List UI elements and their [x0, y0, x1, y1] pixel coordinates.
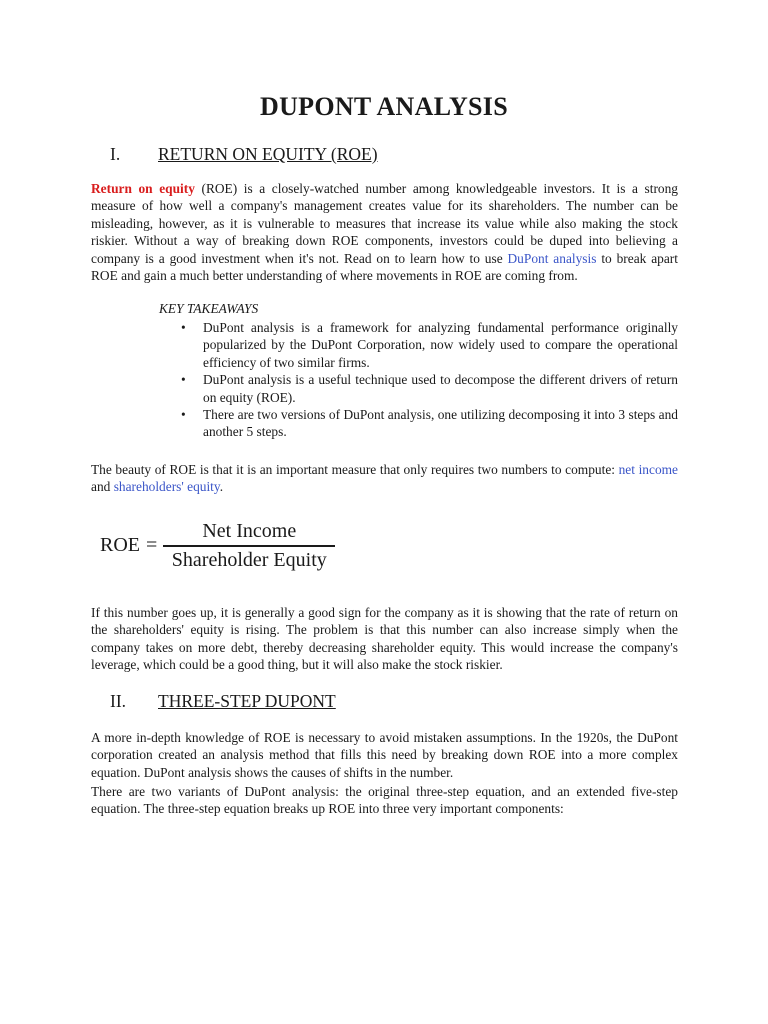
section-title: RETURN ON EQUITY (ROE) — [158, 144, 378, 164]
list-item — [183, 371, 678, 406]
section-heading-roe — [110, 144, 378, 165]
bullet-icon: • — [181, 407, 186, 423]
key-takeaways-list — [183, 319, 678, 441]
three-step-paragraph-2: There are two variants of DuPont analysis: the original three-step equation, and an extended five-step equation. The three-step equation breaks up ROE into three very important components: — [91, 784, 678, 817]
section-number: I. — [110, 144, 121, 164]
beauty-text-end: . — [219, 479, 224, 495]
return-on-equity-link[interactable]: Return on equity — [91, 181, 195, 196]
beauty-text-a: The beauty of ROE is that it is an important measure that only requires two numbers to compute: — [91, 462, 619, 477]
roe-beauty-paragraph — [91, 461, 678, 496]
formula-lhs: ROE — [100, 534, 140, 557]
roe-risk-paragraph: If this number goes up, it is generally a good sign for the company as it is showing that the rate of return on the shareholders' equity is rising. The problem is that this number can also increase simply when the company takes on more debt, thereby decreasing shareholder equity. This would increase the company's leverage, which could be a good thing, but it will also make the stock riskier. — [91, 605, 678, 673]
intro-text-a: (ROE) is a closely-watched number among knowledgeable investors. It is a strong measure of how well a company's management creates value for its shareholders. The number can be misleading, however, as it is vulnerable to measures that increase its value while also making the stock riskier. Without a way of breaking down ROE components, investors could be duped into believing a company is a good investment when it's not. Read on to learn how to use — [91, 181, 678, 266]
formula-denominator: Shareholder Equity — [171, 548, 327, 571]
section-number: II. — [110, 691, 127, 711]
key-takeaways-title: KEY TAKEAWAYS — [159, 301, 259, 316]
list-item — [183, 319, 678, 371]
formula-numerator: Net Income — [202, 520, 297, 542]
list-item-text: There are two versions of DuPont analysis, one utilizing decomposing it into 3 steps and another 5 steps. — [203, 407, 678, 440]
intro-text-b: to break apart ROE and gain a much better understanding of where movements in ROE are coming from. — [91, 250, 678, 284]
three-step-paragraph-1: A more in-depth knowledge of ROE is necessary to avoid mistaken assumptions. In the 1920s, the DuPont corporation created an analysis method that fills this need by breaking down ROE into a more complex equation. DuPont analysis shows the causes of shifts in the number. — [91, 730, 678, 780]
formula-equals: = — [146, 534, 158, 557]
dupont-analysis-link[interactable]: DuPont analysis — [507, 250, 597, 266]
list-item-text: DuPont analysis is a framework for analyzing fundamental performance originally popularized by the DuPont Corporation, now widely used to compare the operational efficiency of two similar firms. — [203, 320, 678, 370]
formula-fraction — [163, 520, 335, 572]
section-heading-three-step — [110, 691, 336, 712]
roe-intro-paragraph — [91, 180, 678, 284]
bullet-icon: • — [181, 320, 186, 335]
beauty-text-and: and — [91, 479, 114, 495]
list-item — [183, 406, 678, 441]
roe-formula — [100, 520, 335, 572]
bullet-icon: • — [181, 372, 186, 388]
document-title: DUPONT ANALYSIS — [260, 92, 508, 121]
section-title: THREE-STEP DUPONT — [158, 691, 336, 711]
shareholders-equity-link[interactable]: shareholders' equity — [113, 479, 220, 495]
list-item-text: DuPont analysis is a useful technique used to decompose the different drivers of return on equity (ROE). — [203, 372, 678, 405]
net-income-link[interactable]: net income — [618, 462, 678, 477]
